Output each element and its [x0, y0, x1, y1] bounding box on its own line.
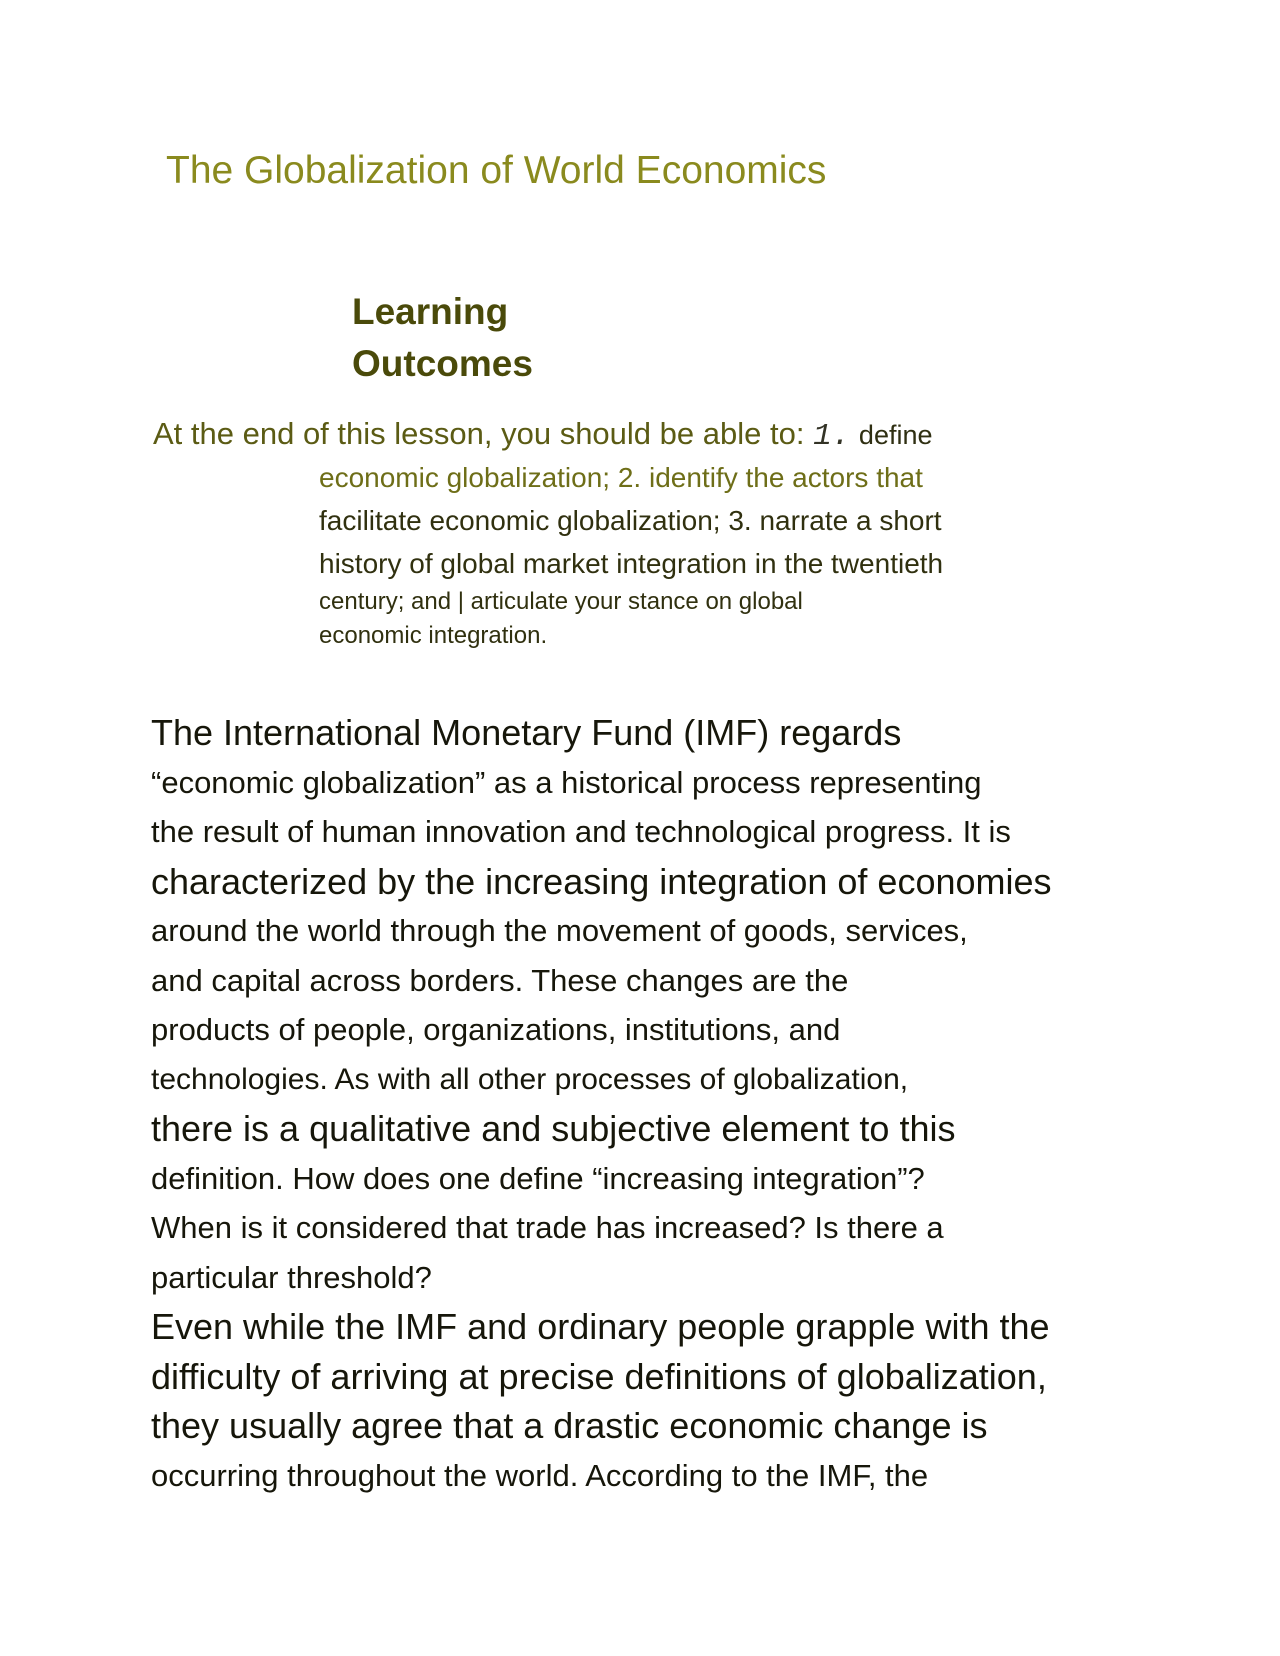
body-line: the result of human innovation and technological progress. It is — [151, 814, 1011, 849]
body-line: particular threshold? — [151, 1259, 432, 1295]
body-line: difficulty of arriving at precise definitions of globalization, — [151, 1355, 1047, 1397]
body-line: The International Monetary Fund (IMF) regards — [151, 712, 902, 753]
document-title: The Globalization of World Economics — [166, 149, 827, 192]
outcomes-line: century; and | articulate your stance on global — [319, 588, 803, 615]
body-line: When is it considered that trade has increased? Is there a — [151, 1210, 944, 1245]
outcomes-line: facilitate economic globalization; 3. narrate a short — [319, 505, 942, 536]
outcomes-line: economic globalization; 2. identify the actors that — [319, 462, 923, 493]
outcomes-line: economic integration. — [319, 622, 548, 649]
body-line: technologies. As with all other processes of globalization, — [151, 1062, 909, 1096]
body-line: there is a qualitative and subjective element to this — [151, 1108, 956, 1149]
body-line: definition. How does one define “increasing integration”? — [151, 1160, 925, 1196]
body-line: occurring throughout the world. According to the IMF, the — [151, 1457, 929, 1493]
body-line: Even while the IMF and ordinary people grapple with the — [151, 1306, 1050, 1347]
learning-outcomes-heading — [352, 286, 533, 390]
outcomes-intro — [153, 414, 933, 457]
body-paragraph — [151, 708, 1111, 1500]
learning-outcomes-heading-line-2: Outcomes — [352, 343, 533, 384]
outcomes-list — [319, 456, 1079, 653]
body-line: and capital across borders. These changes are the — [151, 962, 849, 998]
outcomes-intro-lead: At the end of this lesson, you should be able to: — [153, 416, 805, 451]
body-line: “economic globalization” as a historical process representing — [151, 764, 982, 800]
body-line: they usually agree that a drastic economic change is — [151, 1405, 988, 1446]
outcome-item-1: define — [858, 420, 933, 450]
learning-outcomes-heading-line-1: Learning — [352, 291, 509, 332]
outcomes-line: history of global market integration in the twentieth — [319, 548, 944, 579]
body-line: around the world through the movement of goods, services, — [151, 913, 968, 948]
outcome-number-1: 1. — [813, 419, 851, 454]
body-line: characterized by the increasing integration of economies — [151, 860, 1052, 902]
body-line: products of people, organizations, institutions, and — [151, 1012, 841, 1047]
